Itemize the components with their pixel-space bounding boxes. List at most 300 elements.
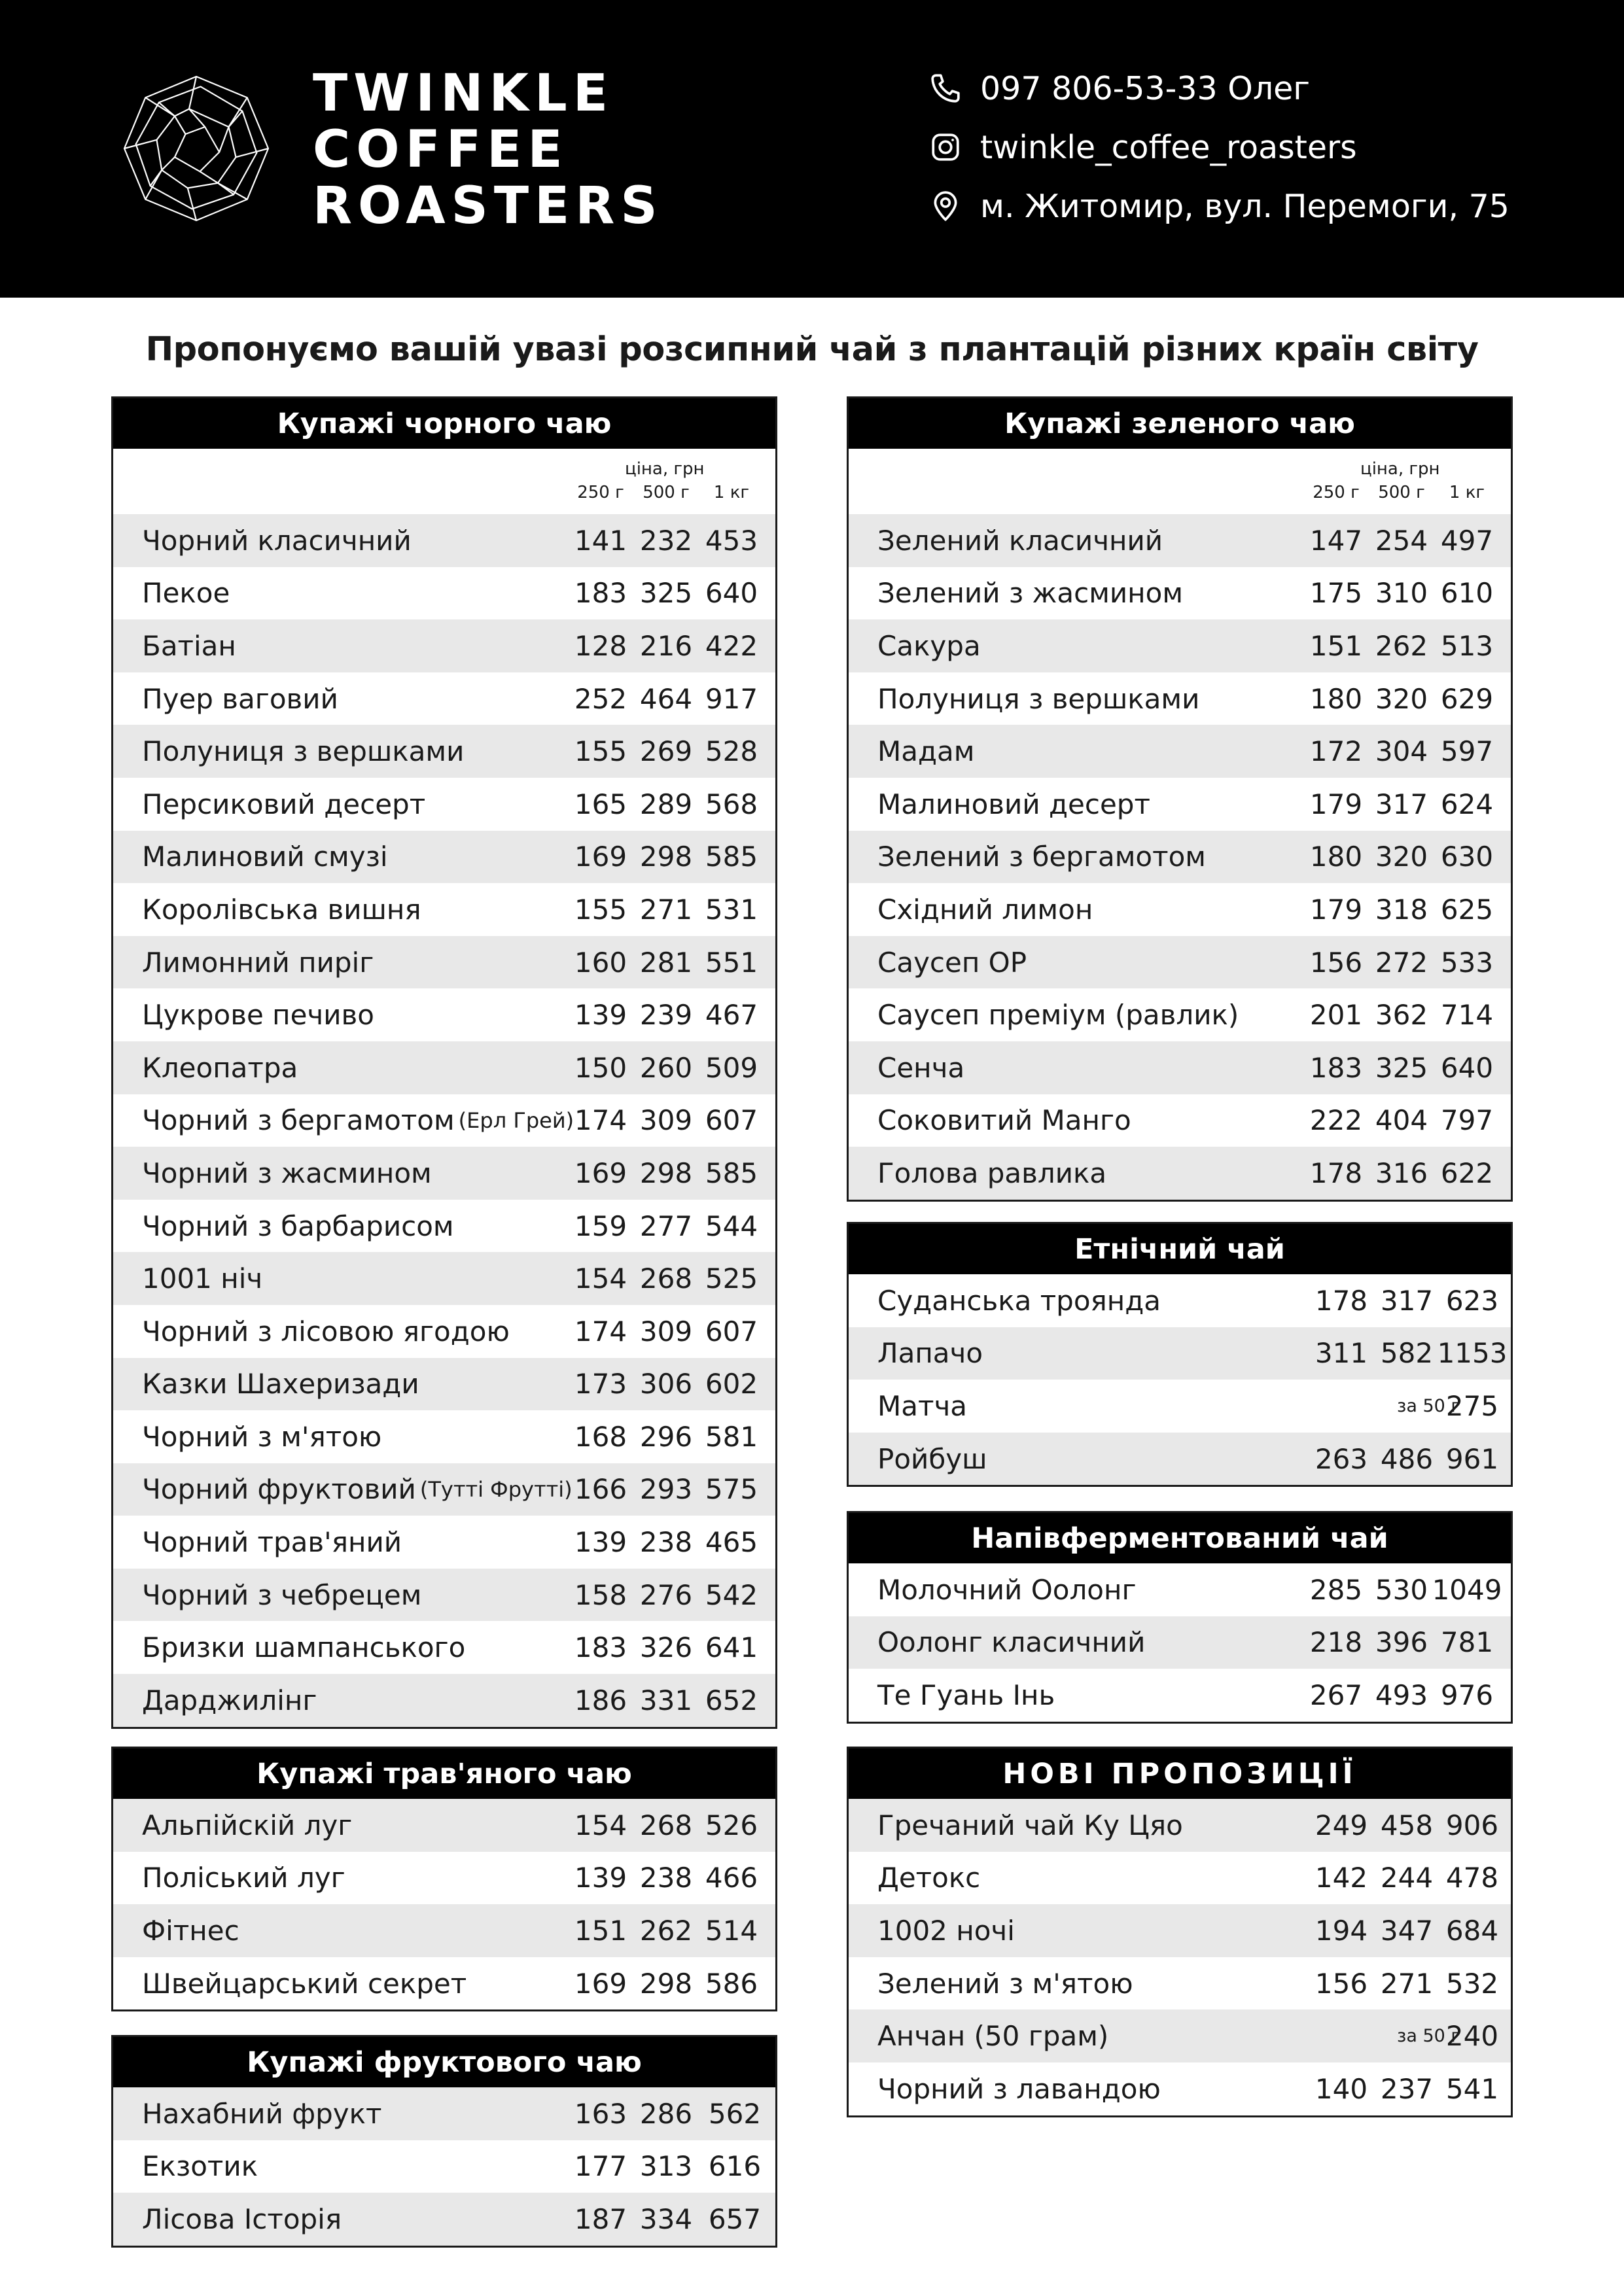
price-250g: 155 [574,735,627,768]
price-1kg: 629 [1440,682,1494,715]
price-50g: 240 [1445,2020,1499,2053]
price-250g: 172 [1309,735,1363,768]
section-title: Купажі чорного чаю [113,398,775,449]
tea-row [113,883,775,936]
tea-row [849,725,1511,778]
currency-label: ціна, грн [625,459,705,479]
tea-name [877,1380,967,1433]
tea-name [877,988,1239,1041]
price-1kg: 616 [708,2150,762,2183]
tea-name [142,1200,454,1253]
price-1kg: 623 [1445,1284,1499,1317]
price-1kg: 465 [705,1526,758,1559]
price-500g: 334 [639,2202,693,2235]
price-1kg: 586 [705,1967,758,2000]
tea-row [113,672,775,725]
price-500g: 298 [639,841,693,873]
tea-row [849,567,1511,620]
price-250g: 166 [574,1473,627,1506]
tea-name-text: Персиковий десерт [142,788,426,820]
tea-rows [849,1274,1511,1485]
logo-icon [110,62,283,235]
tea-row [113,567,775,620]
tea-name [142,1516,402,1569]
tea-name [877,1957,1133,2010]
tea-name [142,567,230,620]
price-250g: 169 [574,1967,627,2000]
price-250g: 218 [1309,1626,1363,1659]
price-1kg: 497 [1440,524,1494,557]
tea-row [849,883,1511,936]
tea-row [113,1147,775,1200]
tea-row [113,988,775,1041]
tea-name-text: Чорний з лавандою [877,2072,1161,2105]
price-1kg: 551 [705,946,758,979]
section-fruit-tea [111,2035,777,2248]
price-500g: 238 [639,1526,693,1559]
tea-name-text: Зелений з бергамотом [877,841,1206,873]
tea-name-text: Чорний з жасмином [142,1157,432,1189]
tea-name [142,1904,239,1957]
tea-name-text: Лимонний пиріг [142,946,374,979]
tea-name-text: Мадам [877,735,975,768]
page-subtitle: Пропонуємо вашій увазі розсипний чай з плантацій різних країн світу [145,330,1479,369]
price-1kg: 976 [1440,1679,1494,1711]
tea-rows [849,1799,1511,2115]
price-1kg: 602 [705,1368,758,1400]
tea-row [849,1433,1511,1486]
price-500g: 271 [1380,1967,1434,2000]
tea-row [849,988,1511,1041]
price-1kg: 544 [705,1209,758,1242]
price-250g: 156 [1315,1967,1368,2000]
price-250g: 158 [574,1578,627,1611]
tea-row [113,619,775,672]
price-1kg: 597 [1440,735,1494,768]
contact-instagram[interactable] [929,121,1357,173]
tea-rows [849,1563,1511,1722]
price-500g: 269 [639,735,693,768]
section-green-tea [847,396,1513,1202]
section-title: Купажі фруктового чаю [113,2037,775,2087]
tea-name-text: Чорний з барбарисом [142,1209,454,1242]
price-500g: 362 [1375,999,1428,1032]
price-500g: 268 [639,1262,693,1295]
tea-name-text: Полуниця з вершками [142,735,465,768]
price-1kg: 541 [1445,2072,1499,2105]
tea-name-text: Сакура [877,629,981,662]
tea-name [877,831,1206,884]
tea-row [849,1563,1511,1616]
tea-name-text: Гречаний чай Ку Цяо [877,1809,1183,1841]
price-1kg: 917 [705,682,758,715]
tea-name-note: (Ерл Грей) [458,1107,574,1133]
tea-name-text: Ройбуш [877,1442,987,1475]
tea-row [113,1799,775,1852]
price-250g: 163 [574,2097,627,2130]
price-250g: 159 [574,1209,627,1242]
price-1kg: 1049 [1432,1573,1502,1606]
price-250g: 252 [574,682,627,715]
price-250g: 147 [1309,524,1363,557]
price-1kg: 532 [1445,1967,1499,2000]
tea-name-note: (Тутті Фрутті) [419,1476,573,1502]
unit-1kg: 1 кг [1449,483,1485,502]
tea-name [877,1433,987,1486]
unit-250g: 250 г [577,483,624,502]
price-500g: 238 [639,1862,693,1894]
unit-500g: 500 г [643,483,690,502]
contact-phone[interactable] [929,62,1310,114]
price-500g: 239 [639,999,693,1032]
section-herbal-tea [111,1747,777,2011]
price-250g: 155 [574,893,627,926]
price-1kg: 624 [1440,788,1494,820]
price-250g: 160 [574,946,627,979]
tea-row [849,1327,1511,1380]
section-title: Етнічний чай [849,1224,1511,1274]
tea-name-text: Східний лимон [877,893,1093,926]
price-250g: 178 [1315,1284,1368,1317]
tea-name [142,1041,298,1094]
price-500g: 254 [1375,524,1428,557]
price-1kg: 1153 [1437,1337,1508,1370]
tea-row [849,2062,1511,2115]
tea-name [877,778,1150,831]
price-250g: 187 [574,2202,627,2235]
tea-name-text: 1001 ніч [142,1262,263,1295]
price-250g: 173 [574,1368,627,1400]
price-500g: 262 [1375,629,1428,662]
tea-row [849,1041,1511,1094]
tea-name-text: Лісова Історія [142,2202,342,2235]
price-1kg: 684 [1445,1914,1499,1947]
tea-row [113,1410,775,1463]
tea-row [113,1569,775,1622]
price-500g: 232 [639,524,693,557]
tea-row [849,1852,1511,1905]
tea-row [849,1274,1511,1327]
price-1kg: 625 [1440,893,1494,926]
price-500g: 320 [1375,841,1428,873]
tea-row [849,936,1511,989]
price-250g: 177 [574,2150,627,2183]
price-500g: 464 [639,682,693,715]
tea-name [142,1674,317,1727]
price-per-50g-label: за 50 г [1397,1395,1460,1416]
tea-row [113,831,775,884]
tea-name [142,988,374,1041]
tea-name [877,1669,1055,1722]
currency-label: ціна, грн [1360,459,1440,479]
price-250g: 178 [1309,1157,1363,1189]
tea-name [877,1041,964,1094]
price-1kg: 533 [1440,946,1494,979]
tea-name [877,1563,1137,1616]
price-500g: 237 [1380,2072,1434,2105]
price-500g: 331 [639,1684,693,1716]
price-250g: 183 [574,1631,627,1664]
tea-rows [113,2087,775,2246]
price-1kg: 906 [1445,1809,1499,1841]
section-oolong-tea [847,1511,1513,1724]
price-500g: 293 [639,1473,693,1506]
tea-name [142,1463,573,1516]
location-pin-icon [929,190,962,222]
price-500g: 289 [639,788,693,820]
tea-name-text: Пуер ваговий [142,682,338,715]
price-500g: 347 [1380,1914,1434,1947]
tea-name-text: Батіан [142,629,236,662]
tea-name-text: Матча [877,1389,967,1422]
price-1kg: 467 [705,999,758,1032]
tea-row [849,672,1511,725]
tea-rows [113,514,775,1727]
unit-500g: 500 г [1378,483,1425,502]
price-250g: 139 [574,1862,627,1894]
price-500g: 326 [639,1631,693,1664]
price-500g: 298 [639,1967,693,2000]
price-250g: 165 [574,788,627,820]
price-500g: 306 [639,1368,693,1400]
tea-row [113,725,775,778]
section-title: Купажі зеленого чаю [849,398,1511,449]
price-1kg: 607 [705,1315,758,1348]
price-500g: 281 [639,946,693,979]
price-1kg: 575 [705,1473,758,1506]
price-500g: 296 [639,1420,693,1453]
tea-row [113,1463,775,1516]
instagram-handle: twinkle_coffee_roasters [980,128,1357,166]
price-500g: 310 [1375,577,1428,610]
instagram-icon [929,131,962,164]
tea-name [877,1147,1106,1200]
tea-row [113,1904,775,1957]
tea-row [113,1200,775,1253]
tea-name-text: Чорний з чебрецем [142,1578,422,1611]
tea-rows [113,1799,775,2009]
tea-row [849,1957,1511,2010]
tea-row [113,1674,775,1727]
unit-1kg: 1 кг [713,483,750,502]
price-500g: 493 [1375,1679,1428,1711]
tea-row [113,1516,775,1569]
tea-row [113,1852,775,1905]
tea-name [877,1904,1015,1957]
price-1kg: 453 [705,524,758,557]
price-1kg: 610 [1440,577,1494,610]
price-250g: 179 [1309,788,1363,820]
price-500g: 309 [639,1104,693,1137]
tea-row [113,1252,775,1305]
tea-name [142,1799,352,1852]
tea-name [877,567,1183,620]
tea-name [142,2193,342,2246]
price-500g: 313 [639,2150,693,2183]
tea-name-text: Екзотик [142,2150,258,2183]
price-500g: 316 [1375,1157,1428,1189]
tea-name [877,1094,1131,1147]
tea-row [113,936,775,989]
price-250g: 154 [574,1809,627,1841]
price-500g: 404 [1375,1104,1428,1137]
tea-name-text: Оолонг класичний [877,1626,1146,1659]
price-units-header [113,449,775,514]
tea-name-text: Чорний з лісовою ягодою [142,1315,510,1348]
tea-name [877,514,1163,567]
price-250g: 154 [574,1262,627,1295]
price-500g: 530 [1375,1573,1428,1606]
price-1kg: 562 [708,2097,762,2130]
price-1kg: 581 [705,1420,758,1453]
tea-name [877,619,981,672]
brand-name [313,65,663,234]
tea-row [113,1957,775,2010]
price-1kg: 466 [705,1862,758,1894]
price-250g: 174 [574,1104,627,1137]
price-250g: 169 [574,841,627,873]
tea-name-text: Королівська вишня [142,893,421,926]
price-250g: 151 [574,1914,627,1947]
section-title: Напівферментований чай [849,1513,1511,1563]
price-250g: 179 [1309,893,1363,926]
price-500g: 458 [1380,1809,1434,1841]
price-500g: 309 [639,1315,693,1348]
contact-address[interactable] [929,180,1509,232]
tea-name [142,2140,258,2193]
tea-name-text: Швейцарський секрет [142,1967,467,2000]
tea-name-text: Пекое [142,577,230,610]
price-250g: 169 [574,1157,627,1189]
tea-name [142,1305,510,1358]
tea-name-text: Чорний класичний [142,524,412,557]
tea-name-text: Нахабний фрукт [142,2097,382,2130]
tea-name-text: Малиновий десерт [877,788,1150,820]
price-250g: 311 [1315,1337,1368,1370]
tea-name-text: Лапачо [877,1337,983,1370]
price-250g: 128 [574,629,627,662]
tea-row [113,1041,775,1094]
price-250g: 139 [574,1526,627,1559]
tea-name-text: Чорний з м'ятою [142,1420,382,1453]
tea-row [113,2087,775,2140]
price-500g: 260 [639,1051,693,1084]
price-1kg: 622 [1440,1157,1494,1189]
price-1kg: 568 [705,788,758,820]
tea-name-text: Дарджилінг [142,1684,317,1716]
tea-name-text: Зелений з м'ятою [877,1967,1133,2000]
tea-row [113,514,775,567]
tea-name-text: Казки Шахеризади [142,1368,419,1400]
price-1kg: 641 [705,1631,758,1664]
tea-name-text: Соковитий Манго [877,1104,1131,1137]
price-1kg: 585 [705,1157,758,1189]
tea-name-text: 1002 ночі [877,1914,1015,1947]
price-250g: 180 [1309,841,1363,873]
section-title: НОВІ ПРОПОЗИЦІЇ [849,1748,1511,1799]
price-per-50g-label: за 50 г [1397,2026,1460,2047]
price-500g: 298 [639,1157,693,1189]
price-500g: 396 [1375,1626,1428,1659]
header-banner [0,0,1624,298]
price-250g: 186 [574,1684,627,1716]
tea-row [113,2140,775,2193]
tea-name-text: Чорний з бергамотом [142,1104,455,1137]
tea-name-text: Альпійскій луг [142,1809,353,1841]
price-500g: 272 [1375,946,1428,979]
tea-row [849,2009,1511,2062]
price-1kg: 509 [705,1051,758,1084]
price-500g: 317 [1375,788,1428,820]
tea-name [142,1252,262,1305]
tea-name [142,672,338,725]
tea-name-text: Чорний трав'яний [142,1526,402,1559]
price-500g: 271 [639,893,693,926]
price-500g: 262 [639,1914,693,1947]
price-500g: 268 [639,1809,693,1841]
tea-name [142,725,464,778]
price-250g: 139 [574,999,627,1032]
price-50g: 275 [1445,1389,1499,1422]
tea-row [849,1799,1511,1852]
unit-250g: 250 г [1313,483,1360,502]
price-500g: 286 [639,2097,693,2130]
section-ethnic-tea [847,1222,1513,1487]
price-1kg: 640 [1440,1051,1494,1084]
price-250g: 141 [574,524,627,557]
price-500g: 325 [1375,1051,1428,1084]
price-units-header [849,449,1511,514]
price-250g: 263 [1315,1442,1368,1475]
tea-rows [849,514,1511,1200]
tea-name [877,2062,1161,2115]
price-500g: 276 [639,1578,693,1611]
tea-name [877,1274,1161,1327]
tea-name-text: Суданська троянда [877,1284,1161,1317]
section-black-tea [111,396,777,1729]
price-250g: 174 [574,1315,627,1348]
tea-name [877,1852,980,1905]
tea-name [142,1147,432,1200]
tea-row [113,1094,775,1147]
price-250g: 142 [1315,1862,1368,1894]
price-250g: 267 [1309,1679,1363,1711]
tea-name [142,2087,381,2140]
tea-row [113,778,775,831]
tea-name [877,936,1027,989]
tea-name-text: Саусеп OP [877,946,1027,979]
tea-name [142,619,236,672]
tea-name [142,1852,345,1905]
tea-name [877,1327,983,1380]
price-1kg: 422 [705,629,758,662]
price-500g: 582 [1380,1337,1434,1370]
tea-name-text: Бризки шампанського [142,1631,466,1664]
tea-row [849,778,1511,831]
price-500g: 277 [639,1209,693,1242]
brand-line-2: COFFEE [313,120,569,179]
price-500g: 216 [639,629,693,662]
phone-icon [929,72,962,105]
price-250g: 180 [1309,682,1363,715]
tea-name [877,725,974,778]
section-title: Купажі трав'яного чаю [113,1748,775,1799]
price-250g: 194 [1315,1914,1368,1947]
price-1kg: 714 [1440,999,1494,1032]
phone-number: 097 806-53-33 Олег [980,69,1311,107]
price-1kg: 657 [708,2202,762,2235]
section-new-offers [847,1747,1513,2117]
